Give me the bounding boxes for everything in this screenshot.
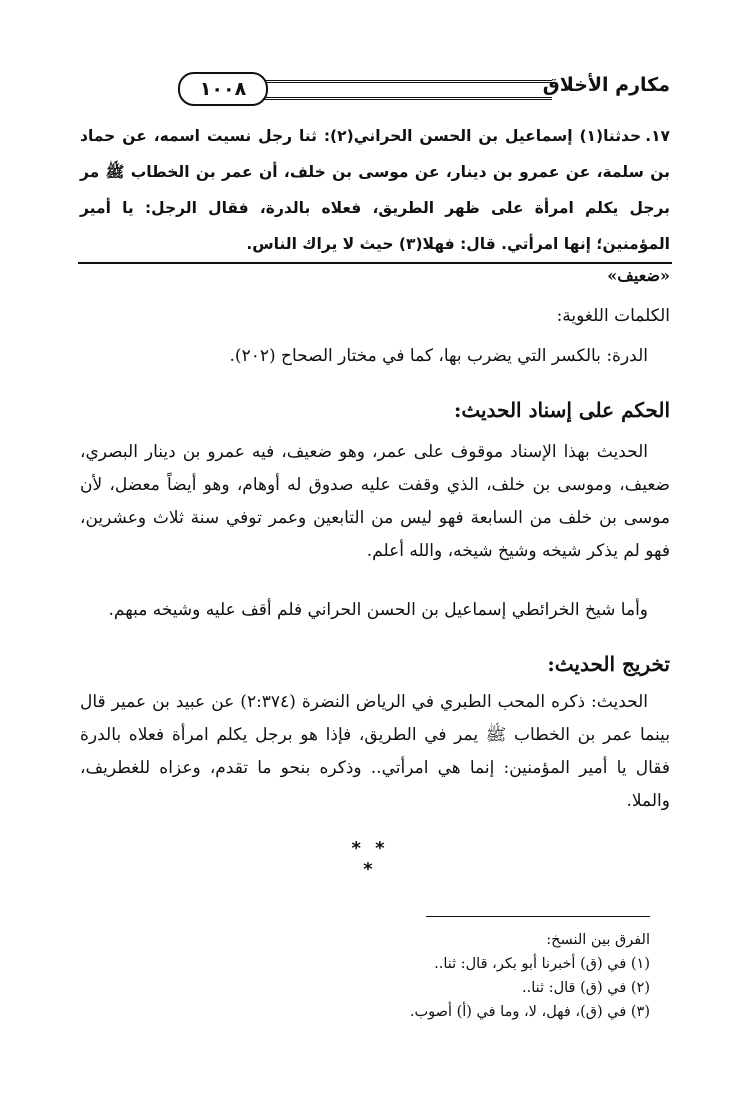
footnote-item: (١) في (ق) أخبرنا أبو بكر، قال: ثنا.. (434, 956, 650, 972)
hadith-divider (78, 262, 672, 264)
footnote-item: (٢) في (ق) قال: ثنا.. (522, 980, 650, 996)
page-number: ١٠٠٨ (178, 72, 268, 106)
hadith-text: حدثنا(١) إسماعيل بن الحسن الحراني(٢): ثنا رجل نسيت اسمه، عن حماد بن سلمة، عن عمرو بن دينار، عن موسى بن خلف، أن عمر بن الخطاب ﷺ مر برجل يكلم امرأة على ظهر الطريق، فعلاه بالدرة، فقال الرجل: يا أمير المؤمنين؛ إنها امرأتي. قال: فهلا(٣) حيث لا يراك الناس. (80, 127, 670, 253)
hadith-grade: «ضعيف» (607, 266, 670, 285)
footnotes (300, 928, 650, 1024)
lexical-text: الدرة: بالكسر التي يضرب بها، كما في مختار الصحاح (٢٠٢). (229, 346, 648, 366)
footnote-item: (٣) في (ق)، فهل، لا، وما في (أ) أصوب. (409, 1004, 650, 1020)
footnote-divider (426, 916, 650, 917)
page-header (80, 70, 670, 110)
running-title: مكارم الأخلاق (542, 74, 670, 96)
ruling-paragraph-2: وأما شيخ الخرائطي إسماعيل بن الحسن الحراني فلم أقف عليه وشيخه مبهم. (108, 600, 648, 620)
footnotes-title: الفرق بين النسخ: (546, 932, 650, 948)
takhrij-heading: تخريج الحديث: (547, 652, 670, 676)
takhrij-paragraph: الحديث: ذكره المحب الطبري في الرياض النضرة (٢:٣٧٤) عن عبيد بن عمير قال بينما عمر بن الخطاب ﷺ يمر في الطريق، فإذا هو برجل يكلم امرأة فعلاه بالدرة فقال يا أمير المؤمنين: إنما هي امرأتي.. وذكره بنحو ما تقدم، وعزاه للغطريف، والملا. (80, 692, 670, 811)
hadith-number: ١٧. (645, 127, 670, 145)
ruling-paragraph-1: الحديث بهذا الإسناد موقوف على عمر، وهو ضعيف، فيه عمرو بن دينار البصري، ضعيف، وموسى بن خلف، الذي وقفت عليه صدوق له أوهام، وهو أيضاً معضل، لأن موسى بن خلف من السابعة فهو ليس من التابعين وعمر توفي سنة ثلاث وعشرين، فهو لم يذكر شيخه وشيخ شيخه، والله أعلم. (80, 442, 670, 561)
lexical-title: الكلمات اللغوية: (556, 306, 670, 326)
hadith-text-block (80, 118, 670, 262)
ruling-heading: الحكم على إسناد الحديث: (453, 398, 670, 422)
header-ornament-rule (264, 80, 552, 100)
section-separator: * * * (351, 838, 389, 880)
